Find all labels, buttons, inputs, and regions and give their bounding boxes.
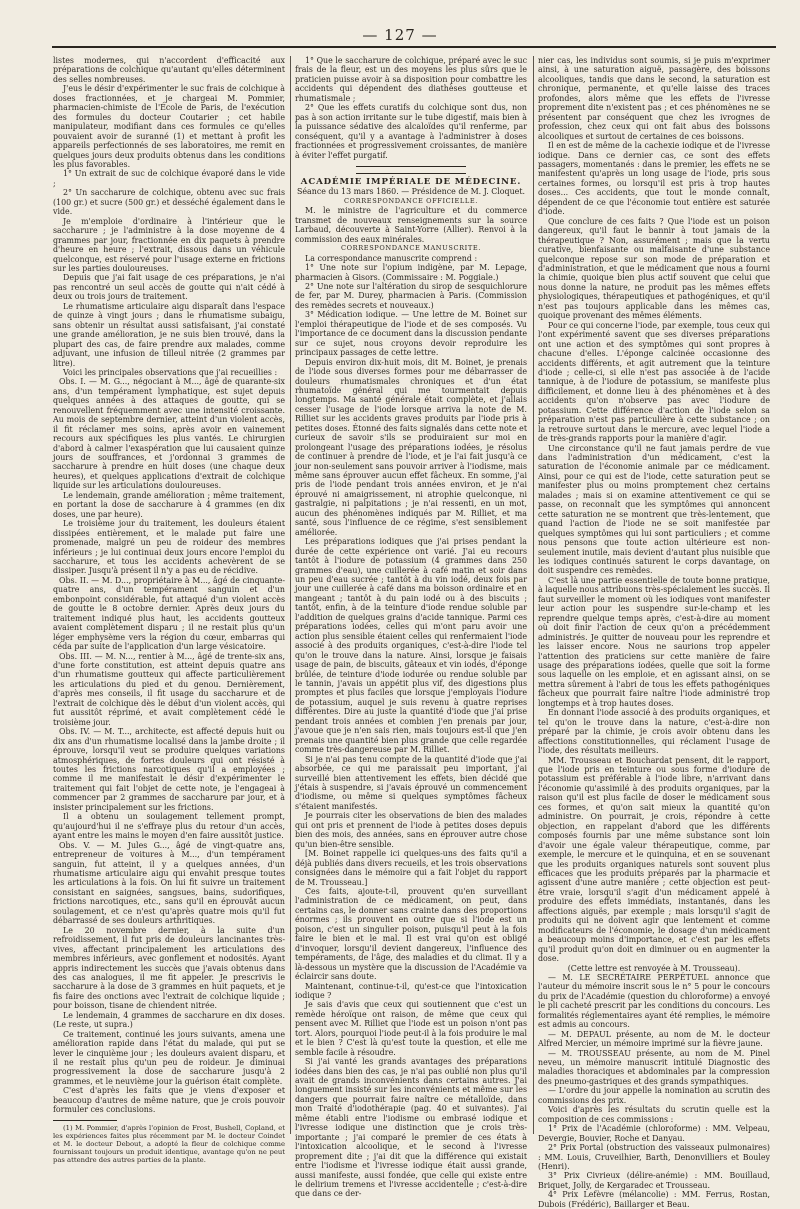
paragraph: Le lendemain, grande amélioration ; même traitement, en portant la dose de saccharure à 4 grammes (en dix doses, une par heure). <box>53 490 285 519</box>
paragraph: MM. Trousseau et Bouchardat pensent, dit le rapport, que l'iode pris en teinture ou sous forme d'iodure de potassium est préférable à l'iode libre, n'arrivant dans l'économie qu'assimilé à des produits organiques, par la raison qu'il est plus facile de doser le médicament sous ces formes, et qu'on sait mieux la quantité qu'on administre. On pourrait, je crois, répondre à cette objection, en rappelant d'abord que les différents composés fournis par une même substance sont loin d'avoir une égale valeur thérapeutique, comme, par exemple, le mercure et le quinquina, et en se souvenant que les produits organiques naturels sont souvent plus efficaces que les produits préparés par la pharmacie et agissent d'une autre manière ; cette objection est peut-être vraie, lorsqu'il s'agit d'un médicament appelé à produire des effets immédiats, instantanés, dans les affections aiguës, par exemple ; mais lorsqu'il s'agit de produits qui ne doivent agir que lentement et comme modificateurs de l'économie, le dosage d'un médicament a beaucoup moins d'importance, et c'est par les effets qu'il produit qu'on doit en diminuer ou en augmenter la dose. <box>538 755 770 964</box>
paragraph: 3° Médication iodique. — Une lettre de M. Boinet sur l'emploi thérapeutique de l'iode et de ses composés. Vu l'importance de ce document dans la discussion pendante sur ce sujet, nous croyons devoir reproduire les principaux passages de cette lettre. <box>295 310 527 358</box>
paragraph: Je sais d'avis que ceux qui soutiennent que c'est un remède héroïque ont raison, de même que ceux qui pensent avec M. Rilliet que l'iode est un poison n'ont pas tort. Alors, pourquoi l'iode peut-il à la fois produire le mal et le bien ? C'est là qu'est toute la question, et elle me semble facile à résoudre. <box>295 1000 527 1057</box>
observation: Obs. I. — M. G..., négociant à M..., âgé de quarante-six ans, d'un tempérament lymphatique, est sujet depuis quelques années à des attaques de goutte, qui se renouvellent fréquemment avec une intensité croissante. Au mois de septembre dernier, atteint d'un violent accès, il fit réclamer mes soins, après avoir en vainement recours aux spécifiques les plus vantés. Le chirurgien d'abord à calmer l'exaspération que lui causaient quinze jours de souffrances, et j'ordonnai 3 grammes de saccharure à prendre en huit doses (une chaque deux heures), et quelques applications d'extrait de colchique liquide sur les articulations douloureuses. <box>53 377 285 491</box>
paragraph: J'eus le désir d'expérimenter le suc frais de colchique à doses fractionnées, et je chargeai M. Pommier, pharmacien-chimiste de l'École de Paris, de l'exécution des formules du docteur Coutarier ; cet habile manipulateur, modifiant dans ces formules ce qu'elles pouvaient avoir de suranné (1) et mettant à profit les appareils perfectionnés de ses laboratoires, me remit en quelques jours deux produits obtenus dans les conditions les plus favorables. <box>53 84 285 169</box>
ornament-divider <box>356 166 466 174</box>
section-heading-academy: ACADÉMIE IMPÉRIALE DE MÉDECINE. <box>300 176 522 187</box>
subheading-official: CORRESPONDANCE OFFICIELLE. <box>344 196 478 205</box>
prize-commission: 2° Prix Portal (obstruction des vaisseaux pulmonaires) : MM. Louis, Cruveilhier, Barth, Denonvilliers et Bouley (Henri). <box>538 1143 770 1172</box>
paragraph: — M. LE SECRÉTAIRE PERPÉTUEL annonce que l'auteur du mémoire inscrit sous le n° 5 pour le concours du prix de l'Académie (question du chloroforme) a envoyé le pli cacheté prescrit par les conditions du concours. Les formalités réglementaires ayant été remplies, le mémoire est admis au concours. <box>538 972 770 1030</box>
paragraph: 1° Une note sur l'opium indigène, par M. Lepage, pharmacien à Gisors. (Commissaire : M. Poggiale.) <box>295 263 527 282</box>
paragraph: Maintenant, continue-t-il, qu'est-ce que l'intoxication iodique ? <box>295 981 527 1000</box>
paragraph: Que conclure de ces faits ? Que l'iode est un poison dangereux, qu'il faut le bannir à tout jamais de la thérapeutique ? Non, assurément ; mais que la vertu curative, bienfaisante ou malfaisante d'une substance quelconque repose sur son mode de préparation et d'administration, et que le médicament que nous a fourni la chimie, quoique bien plus actif souvent que celui que nous donne la nature, ne produit pas les mêmes effets physiologiques, thérapeutiques et pathogéniques, et qu'il n'est pas toujours applicable dans les mêmes cas, quoique provenant des mêmes éléments. <box>538 216 770 321</box>
paragraph: Voici d'après les résultats du scrutin quelle est la composition de ces commissions : <box>538 1105 770 1124</box>
paragraph: — L'ordre du jour appelle la nomination au scrutin des commissions des prix. <box>538 1086 770 1105</box>
paragraph: Le troisième jour du traitement, les douleurs étaient dissipées entièrement, et le malade put faire une promenade, malgré un peu de roideur des membres inférieurs ; je lui continuai deux jours encore l'emploi du saccharure, et tous les accidents achevèrent de se dissiper. Jusqu'à présent il n'y a pas eu de récidive. <box>53 519 285 576</box>
paragraph: Le 20 novembre dernier, à la suite d'un refroidissement, il fut pris de douleurs lancinantes très-vives, affectant principalement les articulations des membres inférieurs, avec gonflement et nodosités. Ayant appris indirectement les succès que j'avais obtenus dans des cas analogues, il me fit appeler. Je prescrivis le saccharure à la dose de 3 grammes en huit paquets, et je fis faire des onctions avec l'extrait de colchique liquide ; pour boisson, tisane de chiendent nitrée. <box>53 925 285 1011</box>
paragraph: [M. Boinet rappelle ici quelques-uns des faits qu'il a déjà publiés dans divers recueils, et les trois observations consignées dans le mémoire qui a fait l'objet du rapport de M. Trousseau.] <box>295 849 527 887</box>
paragraph: C'est d'après les faits que je viens d'exposer et beaucoup d'autres de même nature, que je crois pouvoir formuler ces conclusions. <box>53 1086 285 1115</box>
paragraph: Les préparations iodiques que j'ai prises pendant la durée de cette expérience ont varié. J'ai eu recours tantôt à l'iodure de potassium (4 grammes dans 250 grammes d'eau), une cuillerée à café matin et soir dans un peu d'eau sucrée ; tantôt à du vin iodé, deux fois par jour une cuillerée à café dans ma boisson ordinaire et en mangeant ; tantôt à du pain iodé ou à des biscuits ; tantôt, enfin, à de la teinture d'iode rendue soluble par l'addition de quelques grains d'acide tannique. Parmi ces préparations iodées, celles qui m'ont paru avoir une action plus sensible étaient celles qui renfermaient l'iode associé à des produits organiques, c'est-à-dire l'iode tel qu'on le trouve dans la nature. Ainsi, lorsque je faisais usage de pain, de biscuits, gâteaux et vin iodés, d'éponge brûlée, de teinture d'iode iodurée ou rendue soluble par le tannin, j'avais un appétit plus vif, des digestions plus promptes et plus faciles que lorsque j'employais l'iodure de potassium, auquel je suis revenu à quatre reprises différentes. Dire au juste la quantité d'iode que j'ai prise pendant trois années et combien j'en prenais par jour, j'avoue que je n'en sais rien, mais toujours est-il que j'en prenais une quantité bien plus grande que celle regardée comme très-dangereuse par M. Rilliet. <box>295 537 527 755</box>
paragraph: (Cette lettre est renvoyée à M. Trousseau). <box>567 963 741 973</box>
column-divider <box>533 56 534 1134</box>
column-left <box>53 56 285 1164</box>
paragraph: Le lendemain, 4 grammes de saccharure en dix doses. (Le reste, ut supra.) <box>53 1010 285 1030</box>
footnote: (1) M. Pommier, d'après l'opinion de Frost, Bushell, Copland, et les expériences faites plus récemment par M. le docteur Coindet et M. le docteur Debout, a adopté la fleur de colchique comme fournissant toujours un produit identique, avantage qu'on ne peut pas attendre des autres parties de la plante. <box>53 1123 285 1164</box>
paragraph: Depuis environ dix-huit mois, dit M. Boinet, je prenais de l'iode sous diverses formes pour me débarrasser de douleurs rhumatismales chroniques et d'un état rhumatoïde général qui me tourmentait depuis longtemps. Ma santé générale était complète, et j'allais cesser l'usage de l'iode lorsque arriva la note de M. Rilliet sur les accidents graves produits par l'iode pris à petites doses. Étonné des faits signalés dans cette note et curieux de savoir s'ils se produiraient sur moi en prolongeant l'usage des préparations iodées, je résolus de continuer à prendre de l'iode, et je l'ai fait jusqu'à ce jour non-seulement sans pouvoir arriver à l'iodisme, mais même sans éprouver aucun effet fâcheux. En somme, j'ai pris de l'iode pendant trois années environ, et je n'ai éprouvé ni amaigrissement, ni atrophie quelconque, ni gastralgie, ni palpitations ; je n'ai ressenti, en un mot, aucun des phénomènes indiqués par M. Rilliet, et ma santé, sous l'influence de ce régime, s'est sensiblement améliorée. <box>295 357 527 537</box>
paragraph: Il a obtenu un soulagement tellement prompt, qu'aujourd'hui il ne s'effraye plus du retour d'un accès, ayant entre les mains le moyen d'en faire aussitôt justice. <box>53 812 285 841</box>
paragraph: 2° Que les effets curatifs du colchique sont dus, non pas à son action irritante sur le tube digestif, mais bien à la puissance sédative des alcaloïdes qu'il renferme, par conséquent, qu'il y a avantage à l'administrer à doses fractionnées et progressivement croissantes, de manière à éviter l'effet purgatif. <box>295 103 527 160</box>
paragraph: — M. TROUSSEAU présente, au nom de M. Pinel neveu, un mémoire manuscrit intitulé Diagnostic des maladies thoraciques et abdominales par la compression des pneumo-gastriques et des grands sympathiques. <box>538 1048 770 1086</box>
prize-commission: 4° Prix Lefèvre (mélancolie) : MM. Ferrus, Rostan, Dubois (Frédéric), Baillarger et Beau. <box>538 1190 770 1209</box>
paragraph: Pour ce qui concerne l'iode, par exemple, tous ceux qui l'ont expérimenté savent que ses diverses préparations ont une action et des symptômes qui sont propres à chacune d'elles. L'éponge calcinée occasionne des accidents différents, et agit autrement que la teinture d'iode ; celle-ci, si elle n'est pas associée à de l'acide tannique, à de l'iodure de potassium, se manifeste plus difficilement, et donne lieu à des phénomènes et à des accidents qu'on n'observe pas avec l'iodure de potassium. Cette différence d'action de l'iode selon sa préparation n'est pas particulière à cette substance ; on la retrouve surtout dans le mercure, avec lequel l'iode a de très-grands rapports pour la manière d'agir. <box>538 320 770 444</box>
observation: Obs. II. — M. D..., propriétaire à M..., âgé de cinquante-quatre ans, d'un tempérament sanguin et d'un embonpoint considérable, fut attaqué d'un violent accès de goutte le 8 octobre dernier. Après deux jours du traitement indiqué plus haut, les accidents goutteux avaient complètement disparu ; il ne restait plus qu'un léger emphysème vers la région du cœur, embarras qui céda par suite de l'application d'un large vésicatoire. <box>53 575 285 652</box>
column-middle <box>295 56 527 1199</box>
paragraph: M. le ministre de l'agriculture et du commerce transmet de nouveaux renseignements sur la source Larbaud, découverte à Saint-Yorre (Allier). Renvoi à la commission des eaux minérales. <box>295 206 527 244</box>
column-divider <box>290 56 291 1134</box>
paragraph: Si j'ai vanté les grands avantages des préparations iodées dans bien des cas, je n'ai pas oublié non plus qu'il avait de grands inconvénients dans certains autres. J'ai longuement insisté sur les inconvénients et même sur les dangers que pourrait faire naître ce métalloïde, dans mon Traité d'iodothérapie (pag. 40 et suivantes). J'ai même établi entre l'iodisme ou embrasé iodique et l'ivresse iodique une distinction que je crois très-importante ; j'ai comparé le premier de ces états à l'intoxication alcoolique, et le second à l'ivresse proprement dite ; j'ai dit que la différence qui existait entre l'iodisme et l'ivresse iodique était aussi grande, aussi manifeste, aussi fondée, que celle qui existe entre le delirium tremens et l'ivresse accidentelle ; c'est-à-dire que dans ce der- <box>295 1057 527 1199</box>
paragraph: Une circonstance qu'il ne faut jamais perdre de vue dans l'administration d'un médicament, c'est la saturation de l'économie animale par ce médicament. Ainsi, pour ce qui est de l'iode, cette saturation peut se manifester plus ou moins promptement chez certains malades ; mais si on examine attentivement ce qui se passe, on reconnaît que les symptômes qui annoncent cette saturation ne se montrent que très-lentement, que quand l'action de l'iode ne se soit manifestée par quelques symptômes qui lui sont particuliers ; et comme nous pensons que toute action ultérieure est non-seulement inutile, mais devient d'autant plus nuisible que les iodiques continués saturent le corps davantage, on doit suspendre ces remèdes. <box>538 443 770 576</box>
paragraph: Ces faits, ajoute-t-il, prouvent qu'en surveillant l'administration de ce médicament, on peut, dans certains cas, le donner sans crainte dans des proportions énormes ; ils prouvent en outre que si l'iode est un poison, c'est un singulier poison, puisqu'il peut à la fois faire le bien et le mal. Il est vrai qu'on est obligé d'invoquer, lorsqu'il devient dangereux, l'influence des tempéraments, de l'âge, des maladies et du climat. Il y a là-dessous un mystère que la discussion de l'Académie va éclaircir sans doute. <box>295 886 527 982</box>
paragraph: Voici les principales observations que j'ai recueillies : <box>63 367 278 377</box>
page-number: — 127 — <box>362 26 438 44</box>
paragraph: Je pourrais citer les observations de bien des malades qui ont pris et prennent de l'iode à petites doses depuis bien des mois, des années, sans en éprouver autre chose qu'un bien-être sensible. <box>295 811 527 849</box>
observation: Obs. III. — M. N..., rentier à M..., âgé de trente-six ans, d'une forte constitution, est atteint depuis quatre ans d'un rhumatisme goutteux qui affecte particulièrement les articulations du pied et du genou. Dernièrement, d'après mes conseils, il fit usage du saccharure et de l'extrait de colchique dès le début d'un violent accès, qui fut aussitôt réprimé, et avait complètement cédé le troisième jour. <box>53 651 285 727</box>
footnote-rule <box>53 1120 117 1121</box>
paragraph: nier cas, les individus sont soumis, si je puis m'exprimer ainsi, à une saturation aiguë, passagère, des boissons alcooliques, tandis que dans le second, la saturation est chronique, permanente, et qu'elle laisse des traces profondes, alors même que les effets de l'ivresse proprement dite n'existent pas ; et ces phénomènes ne se présentent par conséquent que chez les ivrognes de profession, chez ceux qui ont fait abus des boissons alcooliques et surtout de certaines de ces boissons. <box>538 56 770 141</box>
paragraph: listes modernes, qui n'accordent d'efficacité aux préparations de colchique qu'autant qu'elles déterminent des selles nombreuses. <box>53 56 285 84</box>
paragraph: C'est là une partie essentielle de toute bonne pratique, à laquelle nous attribuons très-spécialement les succès. Il faut surveiller le moment où les iodiques vont manifester leur action pour les suspendre sur-le-champ et les reprendre quelque temps après, c'est-à-dire au moment où doit finir l'action de ceux qu'on a précédemment administrés. Je quitter de nouveau pour les reprendre et les laisser encore. Nous ne saurions trop appeler l'attention des praticiens sur cette manière de faire usage des préparations iodées, quelle que soit la forme sous laquelle on les emploie, et en agissant ainsi, on se mettra sûrement à l'abri de tous les effets pathogéniques fâcheux que pourrait faire naître l'iode administré trop longtemps et à trop hautes doses. <box>538 575 770 708</box>
paragraph: Je m'emploie d'ordinaire à l'intérieur que le saccharure ; je l'administre à la dose moyenne de 4 grammes par jour, fractionnée en dix paquets à prendre d'heure en heure ; l'extrait, dissous dans un véhicule quelconque, est réservé pour l'usage externe en frictions sur les parties douloureuses. <box>53 216 285 273</box>
paragraph: 1° Que le saccharure de colchique, préparé avec le suc frais de la fleur, est un des moyens les plus sûrs que le praticien puisse avoir à sa disposition pour combattre les accidents qui dépendent des diathèses goutteuse et rhumatismale ; <box>295 56 527 103</box>
paragraph: Depuis que j'ai fait usage de ces préparations, je n'ai pas rencontré un seul accès de goutte qui n'ait cédé à deux ou trois jours de traitement. <box>53 273 285 302</box>
paragraph: 2° Une note sur l'altération du sirop de sesquichlorure de fer, par M. Durey, pharmacien à Paris. (Commission des remèdes secrets et nouveaux.) <box>295 281 527 310</box>
paragraph: — M. DEPAUL présente, au nom de M. le docteur Alfred Mercier, un mémoire imprimé sur la fièvre jaune. <box>538 1029 770 1049</box>
observation: Obs. V. — M. Jules G..., âgé de vingt-quatre ans, entrepreneur de voitures à M..., d'un tempérament sanguin, fut atteint, il y a quelques années, d'un rhumatisme articulaire aigu qui envahit presque toutes les articulations à la fois. On lui fit suivre un traitement consistant en saignées, sangsues, bains, sudorifiques, frictions narcotiques, etc., sans qu'il en éprouvât aucun soulagement, et ce n'est qu'après quatre mois qu'il fut débarrassé de ses douleurs arthritiques. <box>53 840 285 926</box>
paragraph: 2° Un saccharure de colchique, obtenu avec suc frais (100 gr.) et sucre (500 gr.) et desséché également dans le vide. <box>53 188 285 217</box>
subheading-manuscript: CORRESPONDANCE MANUSCRITE. <box>341 244 481 253</box>
paragraph: 1° Un extrait de suc de colchique évaporé dans le vide ; <box>53 169 285 188</box>
observation: Obs. IV. — M. T..., architecte, est affecté depuis huit ou dix ans d'un rhumatisme localisé dans la jambe droite ; il éprouve, lorsqu'il veut se produire quelques variations atmosphériques, de fortes douleurs qui ont résisté à toutes les frictions narcotiques qu'il a employées ; comme il me manifestait le désir d'expérimenter le traitement qui fait l'objet de cette note, je l'engageai à commencer par 2 grammes de saccharure par jour, et à insister principalement sur les frictions. <box>53 727 285 812</box>
paragraph: Il en est de même de la cachexie iodique et de l'ivresse iodique. Dans ce dernier cas, ce sont des effets passagers, momentanés : dans le premier, les effets ne se manifestent qu'après un long usage de l'iode, pris sous certaines formes, ou lorsqu'il est pris à trop hautes doses... Ces accidents, que tout le monde connaît, dépendent de ce que l'économie tout entière est saturée d'iode. <box>538 141 770 217</box>
paragraph: La correspondance manuscrite comprend : <box>305 253 478 263</box>
session-line: Séance du 13 mars 1860. — Présidence de M. J. Cloquet. <box>296 187 526 197</box>
column-right <box>538 56 770 1209</box>
paragraph: Le rhumatisme articulaire aigu disparaît dans l'espace de quinze à vingt jours ; dans le rhumatisme subaigu, sans obtenir un résultat aussi satisfaisant, j'ai constaté une grande amélioration, je ne suis bien trouvé, dans la plupart des cas, de faire prendre aux malades, comme adjuvant, une infusion de tilleul nitrée (2 grammes par litre). <box>53 301 285 368</box>
prize-commission: 1° Prix de l'Académie (chloroforme) : MM. Velpeau, Devergie, Bouvier, Roche et Danyau. <box>538 1124 770 1143</box>
paragraph: Si je n'ai pas tenu compte de la quantité d'iode que j'ai absorbée, ce qui me paraissait peu important, j'ai surveillé bien attentivement les effets, bien décidé que j'étais à suspendre, si j'avais éprouvé un commencement d'iodisme, ou même si quelques symptômes fâcheux s'étaient manifestés. <box>295 754 527 811</box>
paragraph: En donnant l'iode associé à des produits organiques, et tel qu'on le trouve dans la nature, c'est-à-dire non préparé par la chimie, je crois avoir obtenu dans les affections constitutionnelles, qui réclament l'usage de l'iode, des résultats meilleurs. <box>538 708 770 756</box>
prize-commission: 3° Prix Civrieux (délire-anémie) : MM. Bouillaud, Briquet, Jolly, de Kergaradec et Trousseau. <box>538 1171 770 1190</box>
paragraph: Ce traitement, continué les jours suivants, amena une amélioration rapide dans l'état du malade, qui put se lever le cinquième jour ; les douleurs avaient disparu, et il ne restait plus qu'un peu de roideur. Je diminuai progressivement la dose de saccharure jusqu'à 2 grammes, et le neuvième jour la guérison était complète. <box>53 1029 285 1086</box>
header-rule <box>52 46 776 48</box>
